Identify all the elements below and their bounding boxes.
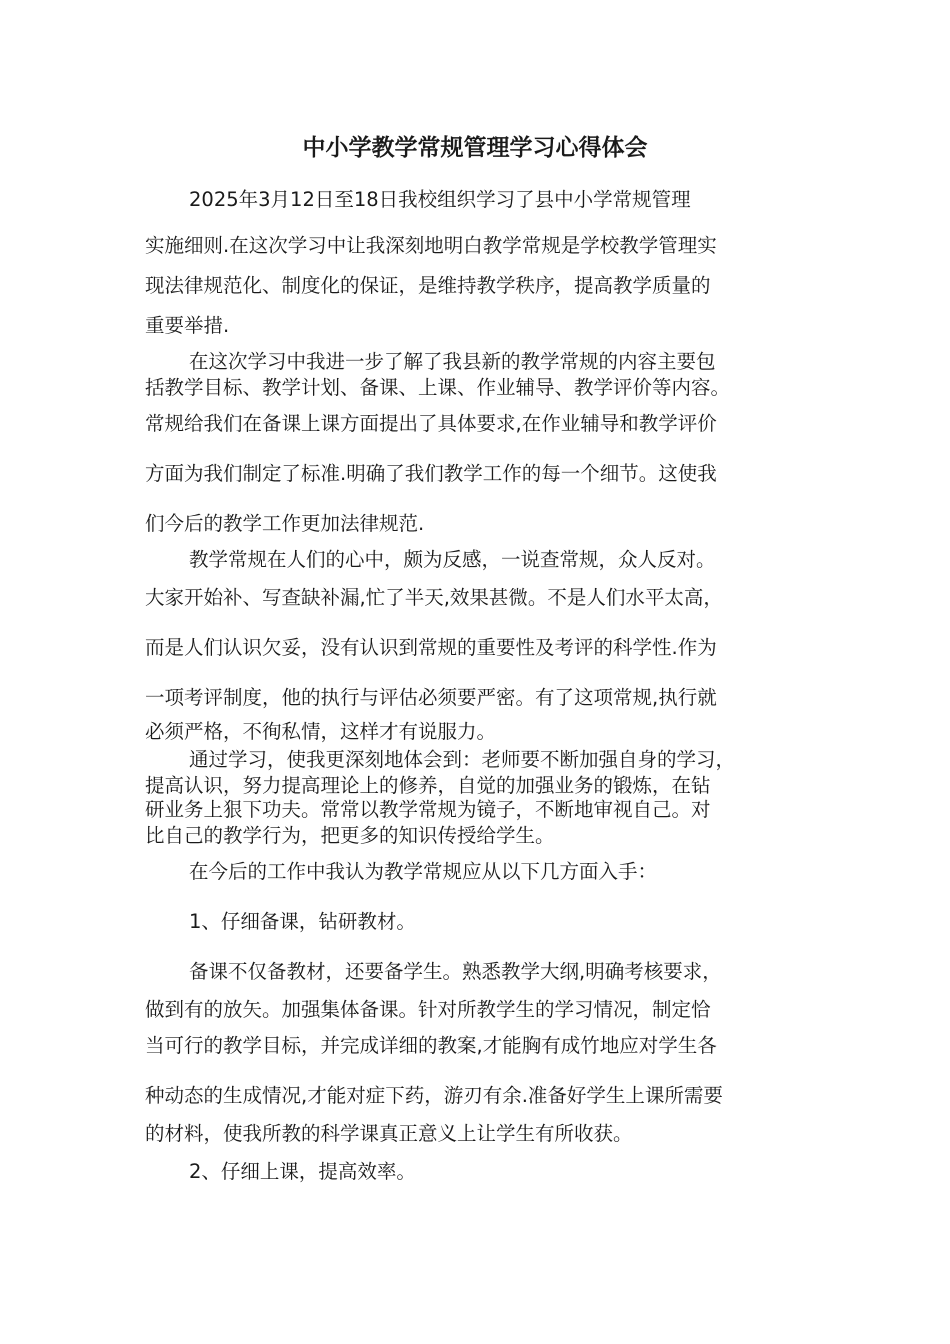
text-line: 研业务上狠下功夫。常常以教学常规为镜子，不断地审视自己。对 (145, 798, 711, 821)
text-line: 一项考评制度，他的执行与评估必须要严密。有了这项常规,执行就 (145, 686, 717, 709)
text-line: 方面为我们制定了标准.明确了我们教学工作的每一个细节。这使我 (145, 462, 717, 485)
text-line: 括教学目标、教学计划、备课、上课、作业辅导、教学评价等内容。 (145, 376, 731, 399)
text-line: 2、仔细上课，提高效率。 (189, 1160, 416, 1183)
text-line: 在今后的工作中我认为教学常规应从以下几方面入手： (189, 860, 658, 883)
text-line: 必须严格，不徇私情，这样才有说服力。 (145, 720, 497, 743)
text-line: 做到有的放矢。加强集体备课。针对所教学生的学习情况，制定恰 (145, 998, 711, 1021)
text-line: 实施细则.在这次学习中让我深刻地明白教学常规是学校教学管理实 (145, 234, 717, 257)
text-line: 备课不仅备教材，还要备学生。熟悉教学大纲,明确考核要求， (189, 960, 722, 983)
text-line: 重要举措. (145, 314, 230, 337)
text-line: 比自己的教学行为，把更多的知识传授给学生。 (145, 824, 555, 847)
text-line: 而是人们认识欠妥，没有认识到常规的重要性及考评的科学性.作为 (145, 636, 717, 659)
text-line: 通过学习，使我更深刻地体会到：老师要不断加强自身的学习， (189, 748, 736, 771)
text-line: 的材料，使我所教的科学课真正意义上让学生有所收获。 (145, 1122, 633, 1145)
text-line: 教学常规在人们的心中，颇为反感，一说查常规，众人反对。 (189, 548, 716, 571)
text-line: 1、仔细备课，钻研教材。 (189, 910, 416, 933)
text-line: 现法律规范化、制度化的保证，是维持教学秩序，提高教学质量的 (145, 274, 711, 297)
text-line: 种动态的生成情况,才能对症下药，游刃有余.准备好学生上课所需要 (145, 1084, 723, 1107)
text-line: 提高认识，努力提高理论上的修养，自觉的加强业务的锻炼，在钻 (145, 774, 711, 797)
text-line: 在这次学习中我进一步了解了我县新的教学常规的内容主要包 (189, 350, 716, 373)
text-line: 常规给我们在备课上课方面提出了具体要求,在作业辅导和教学评价 (145, 412, 717, 435)
text-line: 当可行的教学目标，并完成详细的教案,才能胸有成竹地应对学生各 (145, 1034, 717, 1057)
text-line: 大家开始补、写查缺补漏,忙了半天,效果甚微。不是人们水平太高， (145, 586, 723, 609)
text-line: 2025年3月12日至18日我校组织学习了县中小学常规管理 (189, 188, 691, 211)
document-title: 中小学教学常规管理学习心得体会 (302, 135, 648, 161)
text-line: 们今后的教学工作更加法律规范. (145, 512, 425, 535)
